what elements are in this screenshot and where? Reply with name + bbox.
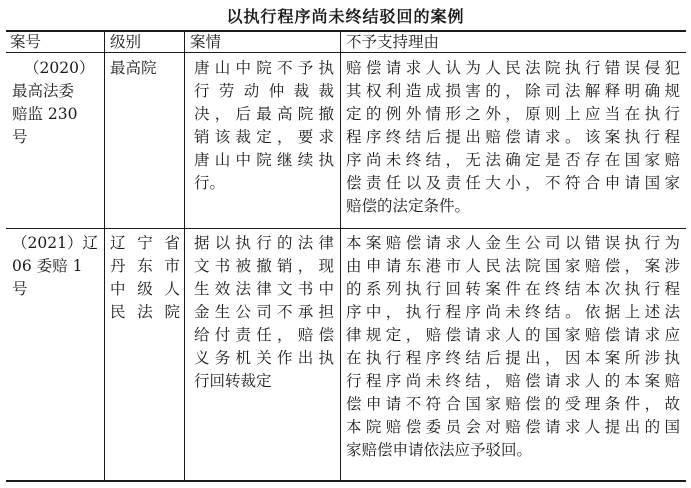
rule-bottom: [6, 480, 686, 482]
header-level: 级别: [110, 33, 142, 51]
reason-line: 偿责任以及责任大小，不符合申请国家: [346, 174, 680, 192]
reason-line: 律规定，赔偿请求人的国家赔偿请求应: [346, 326, 680, 344]
reason-line: 赔偿请求人认为人民法院执行错误侵犯: [346, 59, 680, 77]
facts-line: 文书被撤销，现: [194, 257, 334, 275]
level-line: 丹东市: [110, 257, 180, 275]
reason-line: 其权利造成损害的，除司法解释明确规: [346, 82, 680, 100]
header-reason: 不予支持理由: [346, 33, 440, 51]
case-no-line: （2020）: [24, 59, 95, 77]
reason-line: 偿申请不符合国家赔偿的受理条件，故: [346, 395, 680, 413]
case-no-line: 号: [12, 128, 28, 146]
facts-line: 销该裁定，要求: [194, 128, 334, 146]
table-row-1-reason: [346, 57, 680, 218]
table-row-2-case-no: [12, 232, 100, 301]
reason-line: 家赔偿申请依法应予驳回。: [346, 441, 533, 459]
level-line: 中级人: [110, 280, 180, 298]
reason-line: 在执行程序终结后提出，因本案所涉执: [346, 349, 680, 367]
reason-line: 本院赔偿委员会对赔偿请求人提出的国: [346, 418, 680, 436]
case-no-line: （2021）辽: [12, 234, 98, 252]
facts-line: 给付责任，赔偿: [194, 326, 334, 344]
reason-line: 程序终结后提出赔偿请求。该案执行程: [346, 128, 680, 146]
reason-line: 的系列执行回转案件在终结本次执行程: [346, 280, 680, 298]
facts-line: 义务机关作出执: [194, 349, 334, 367]
reason-line: 序尚未终结，无法确定是否存在国家赔: [346, 151, 680, 169]
case-no-line: 赔监 230: [12, 105, 78, 123]
table-row-2-level: [110, 232, 180, 324]
table-row-2-reason: [346, 232, 680, 462]
case-no-line: 06 委赔 1: [12, 257, 83, 275]
table-row-1-case-no: [12, 57, 100, 149]
facts-line: 据以执行的法律: [194, 234, 334, 252]
reason-line: 序中，执行程序尚未终结。依据上述法: [346, 303, 680, 321]
level-line: 民法院: [110, 303, 180, 321]
divider-col-1: [104, 31, 105, 481]
facts-line: 行。: [194, 174, 226, 192]
reason-line: 定的例外情形之外，原则上应当在执行: [346, 105, 680, 123]
rule-header-bottom: [6, 52, 686, 53]
reason-line: 本案赔偿请求人金生公司以错误执行为: [346, 234, 680, 252]
facts-line: 唐山中院不予执: [194, 59, 334, 77]
case-no-line: 号: [12, 280, 28, 298]
level-line: 辽宁省: [110, 234, 180, 252]
case-no-line: 最高法委: [12, 82, 75, 100]
divider-col-2: [184, 31, 185, 481]
table-row-1-level: [110, 57, 180, 80]
reason-line: 由申请东港市人民法院国家赔偿，案涉: [346, 257, 680, 275]
reason-line: 赔偿的法定条件。: [346, 197, 471, 215]
facts-line: 决，后最高院撤: [194, 105, 334, 123]
rule-row-separator: [6, 228, 686, 229]
facts-line: 行劳动仲裁裁: [194, 82, 334, 100]
facts-line: 生效法律文书中: [194, 280, 334, 298]
header-facts: 案情: [190, 33, 222, 51]
facts-line: 金生公司不承担: [194, 303, 334, 321]
table-title: 以执行程序尚未终结驳回的案例: [226, 7, 465, 26]
reason-line: 行程序尚未终结，赔偿请求人的本案赔: [346, 372, 680, 390]
table-row-1-facts: [194, 57, 334, 195]
level-text: 最高院: [110, 59, 157, 77]
facts-line: 行回转裁定: [194, 372, 272, 390]
header-case-no: 案号: [10, 33, 42, 51]
divider-col-3: [340, 31, 341, 481]
facts-line: 唐山中院继续执: [194, 151, 334, 169]
table-row-2-facts: [194, 232, 334, 393]
